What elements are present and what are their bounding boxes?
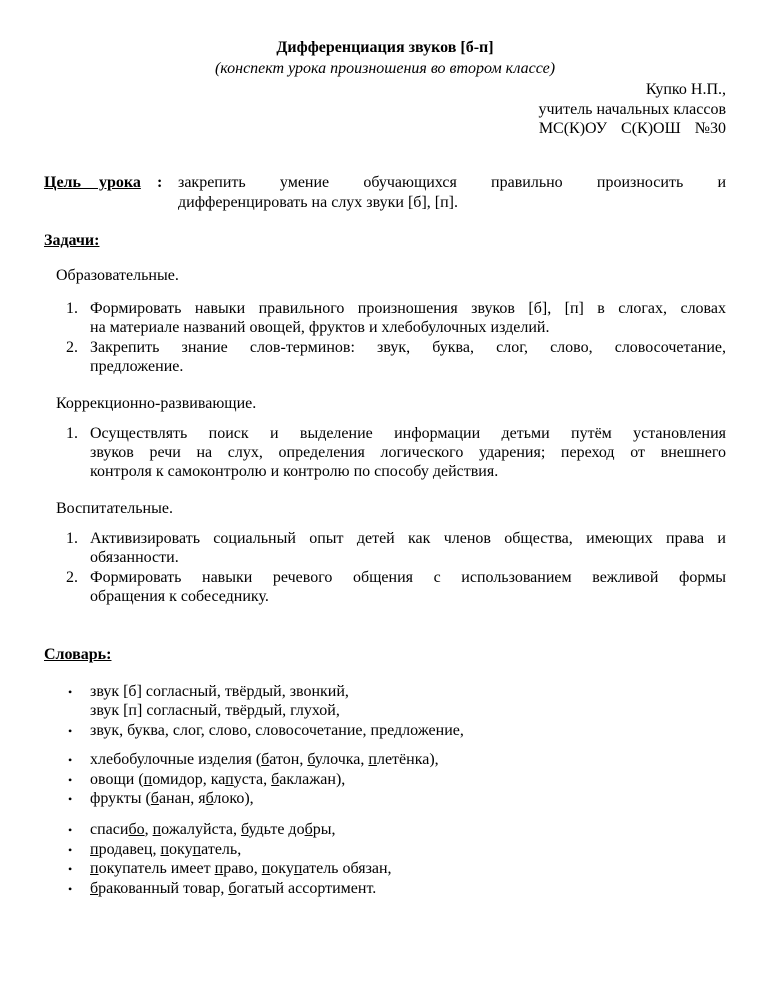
list-item-text: обязанности. — [90, 549, 179, 566]
vocab-line: покупатель имеет право, покупатель обязан, — [90, 860, 392, 877]
goal-text-line-2: дифференцировать на слух звуки [б], [п]. — [178, 194, 458, 211]
document-title: Дифференциация звуков [б-п] — [276, 39, 494, 56]
vocabulary-heading: Словарь: — [44, 646, 112, 663]
list-item-text: Активизировать социальный опыт детей как членов общества, имеющих права и — [90, 530, 726, 547]
author-name: Купко Н.П., — [645, 81, 726, 98]
list-item-number: 2. — [66, 569, 78, 586]
goal-colon: : — [157, 174, 163, 191]
list-item-text: контроля к самоконтролю и контролю по способу действия. — [90, 463, 499, 480]
goal-text-line-1: закрепить умение обучающихся правильно произносить и — [178, 174, 726, 191]
bullet: • — [68, 685, 73, 699]
vocab-line: бракованный товар, богатый ассортимент. — [90, 880, 377, 897]
correctional-heading: Коррекционно-развивающие. — [56, 395, 257, 412]
bullet: • — [68, 724, 73, 738]
author-school: МС(К)ОУ С(К)ОШ №30 — [538, 120, 726, 137]
list-item-number: 1. — [66, 300, 78, 317]
document-subtitle: (конспект урока произношения во втором классе) — [214, 60, 556, 77]
list-item-text: Формировать навыки правильного произношения звуков [б], [п] в слогах, словах — [90, 300, 726, 317]
vocab-line: спасибо, пожалуйста, будьте добры, — [90, 821, 336, 838]
list-item-text: Закрепить знание слов-терминов: звук, буква, слог, слово, словосочетание, — [90, 339, 726, 356]
list-item-text: на материале названий овощей, фруктов и хлебобулочных изделий. — [90, 319, 550, 336]
bullet: • — [68, 862, 73, 876]
vocab-line: звук [п] согласный, твёрдый, глухой, — [90, 702, 340, 719]
bullet: • — [68, 773, 73, 787]
list-item-number: 1. — [66, 425, 78, 442]
vocab-line: фрукты (банан, яблоко), — [90, 790, 254, 807]
upbringing-heading: Воспитательные. — [56, 500, 173, 517]
vocab-line: звук [б] согласный, твёрдый, звонкий, — [90, 683, 349, 700]
vocab-line: хлебобулочные изделия (батон, булочка, плетёнка), — [90, 751, 439, 768]
bullet: • — [68, 753, 73, 767]
list-item-text: предложение. — [90, 358, 184, 375]
tasks-heading: Задачи: — [44, 232, 100, 249]
bullet: • — [68, 823, 73, 837]
bullet: • — [68, 843, 73, 857]
goal-label: Цель урока — [44, 174, 141, 191]
list-item-text: обращения к собеседнику. — [90, 588, 269, 605]
list-item-number: 2. — [66, 339, 78, 356]
bullet: • — [68, 792, 73, 806]
educational-heading: Образовательные. — [56, 267, 179, 284]
list-item-text: звуков речи на слух, определения логического ударения; переход от внешнего — [90, 444, 726, 461]
list-item-text: Осуществлять поиск и выделение информации детьми путём установления — [90, 425, 726, 442]
list-item-text: Формировать навыки речевого общения с использованием вежливой формы — [90, 569, 726, 586]
vocab-line: звук, буква, слог, слово, словосочетание, предложение, — [90, 722, 464, 739]
vocab-line: овощи (помидор, капуста, баклажан), — [90, 771, 346, 788]
author-role: учитель начальных классов — [538, 101, 726, 118]
bullet: • — [68, 882, 73, 896]
vocab-line: продавец, покупатель, — [90, 841, 242, 858]
list-item-number: 1. — [66, 530, 78, 547]
